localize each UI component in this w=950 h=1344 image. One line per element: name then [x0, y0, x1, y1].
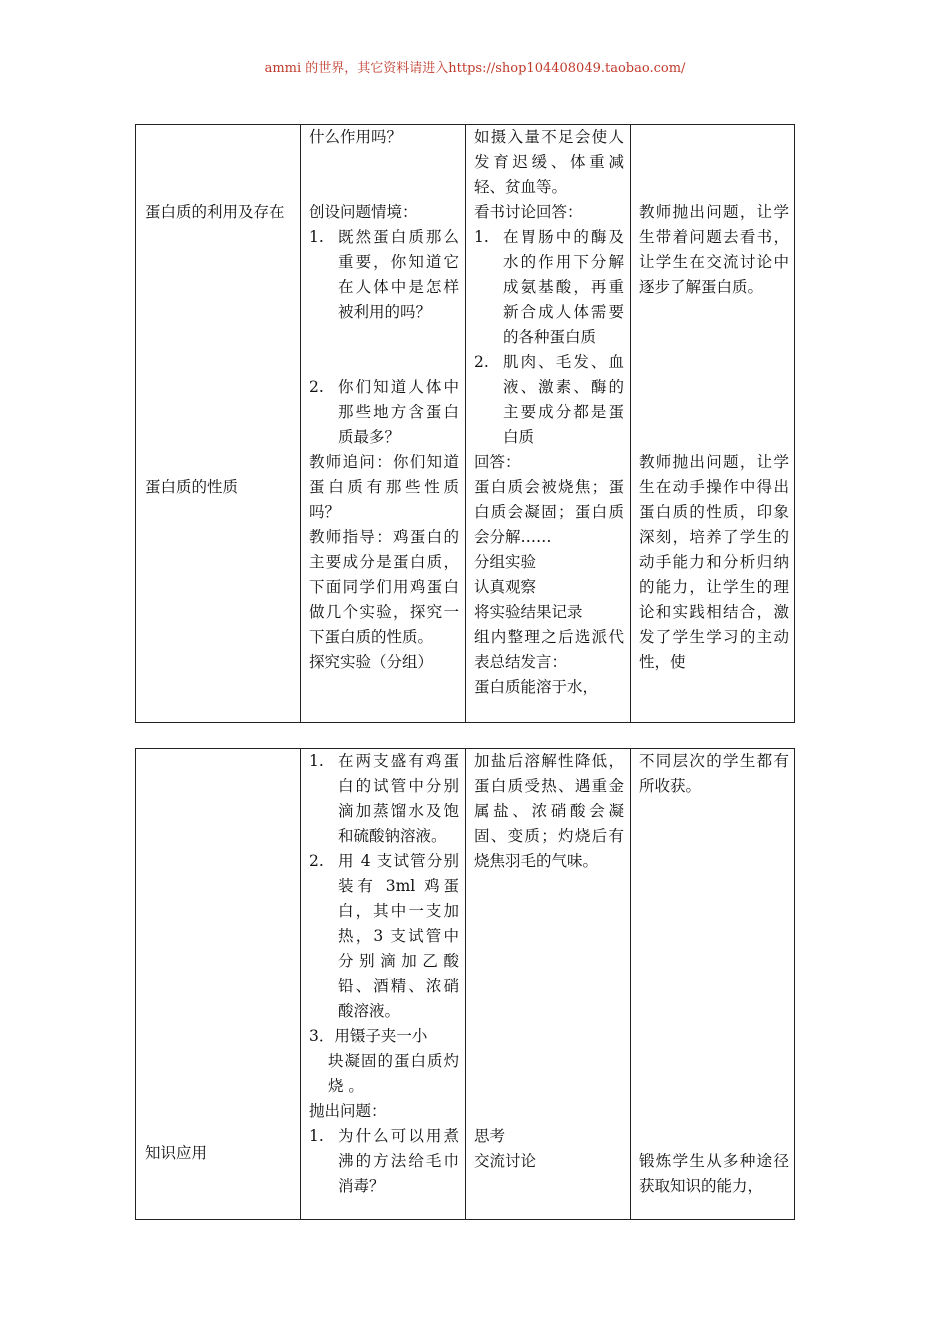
page-header — [0, 57, 950, 76]
item-number: 2. — [474, 353, 489, 371]
record-text: 将实验结果记录 — [474, 603, 583, 621]
list-item — [309, 849, 459, 1024]
column-divider — [300, 749, 301, 1219]
item-text: 肌肉、毛发、血液、激素、酶的主要成分都是蛋白质 — [503, 353, 624, 446]
item-number: 2. — [309, 378, 324, 396]
shop-link[interactable]: https://shop104408049.taobao.com/ — [448, 61, 686, 76]
column-divider — [630, 749, 631, 1219]
design-note: 不同层次的学生都有所收获。 — [639, 752, 789, 795]
design-note: 锻炼学生从多种途径获取知识的能力， — [639, 1152, 789, 1195]
design-intent-cell — [639, 200, 789, 300]
teacher-followup: 教师追问：你们知道蛋白质有那些性质吗？ — [309, 453, 459, 521]
teacher-activity-cell — [309, 125, 459, 675]
ask-label: 抛出问题： — [309, 1102, 387, 1120]
item-number: 1. — [309, 752, 324, 770]
think-text: 思考 — [474, 1127, 506, 1145]
topic-apply: 知识应用 — [145, 1144, 208, 1162]
list-item — [309, 375, 459, 450]
column-divider — [300, 125, 301, 722]
design-intent-cell — [639, 1149, 789, 1199]
group-experiment: 分组实验 — [474, 553, 537, 571]
answer-text: 蛋白质会被烧焦；蛋白质会凝固；蛋白质会分解…… — [474, 478, 624, 546]
student-activity-cell — [474, 1124, 624, 1174]
scenario-label: 创设问题情境： — [309, 203, 418, 221]
summary-text: 组内整理之后选派代表总结发言： — [474, 628, 624, 671]
list-item-continued — [309, 1049, 459, 1099]
text-line: 如摄入量不足会使人发育迟缓、体重减轻、贫血等。 — [474, 128, 624, 196]
item-text: 块凝固的蛋白质灼烧 。 — [328, 1052, 459, 1095]
item-number: 3． — [309, 1027, 335, 1045]
item-text: 在两支盛有鸡蛋白的试管中分别滴加蒸馏水及饱和硫酸钠溶液。 — [338, 752, 459, 845]
answer-label: 回答： — [474, 453, 521, 471]
item-text: 既然蛋白质那么重要，你知道它在人体中是怎样被利用的吗？ — [338, 228, 459, 321]
item-number: 1. — [309, 228, 324, 246]
topic-property-cell — [145, 475, 295, 500]
lesson-table-2 — [135, 748, 795, 1220]
teacher-activity-cell — [309, 749, 459, 1199]
topic-use: 蛋白质的利用及存在 — [145, 203, 285, 221]
discuss-text: 交流讨论 — [474, 1152, 537, 1170]
list-item — [474, 225, 624, 350]
design-note: 教师抛出问题，让学生带着问题去看书，让学生在交流讨论中逐步了解蛋白质。 — [639, 203, 789, 296]
design-intent-cell — [639, 749, 789, 799]
item-number: 1. — [309, 1127, 324, 1145]
discuss-label: 看书讨论回答： — [474, 203, 583, 221]
item-text: 你们知道人体中那些地方含蛋白质最多？ — [338, 378, 459, 446]
design-note: 教师抛出问题，让学生在动手操作中得出蛋白质的性质，印象深刻，培养了学生的动手能力和分析归纳的能力，让学生的理论和实践相结合，激发了学生学习的主动性，使 — [639, 453, 789, 671]
topic-apply-cell — [145, 1141, 295, 1166]
experiment-label: 探究实验（分组） — [309, 653, 434, 671]
header-prefix: ammi 的世界，其它资料请进入 — [264, 61, 449, 76]
observe-text: 认真观察 — [474, 578, 537, 596]
column-divider — [465, 125, 466, 722]
list-item — [309, 749, 459, 849]
student-activity-cell — [474, 125, 624, 700]
list-item — [474, 350, 624, 450]
teacher-guidance: 教师指导：鸡蛋白的主要成分是蛋白质，下面同学们用鸡蛋白做几个实验，探究一下蛋白质的性质。 — [309, 528, 459, 646]
item-text: 用镊子夹一小 — [334, 1027, 428, 1045]
result-text: 加盐后溶解性降低，蛋白质受热、遇重金属盐、浓硝酸会凝固、变质；灼烧后有烧焦羽毛的气味。 — [474, 752, 624, 870]
item-number: 1. — [474, 228, 489, 246]
design-intent-cell — [639, 450, 789, 675]
item-text: 用 4 支试管分别装有 3ml 鸡蛋白，其中一支加热，3 支试管中分别滴加乙酸铅、酒精、浓硝酸溶液。 — [338, 852, 459, 1020]
item-text: 在胃肠中的酶及水的作用下分解成氨基酸，再重新合成人体需要的各种蛋白质 — [503, 228, 624, 346]
item-number: 2. — [309, 852, 324, 870]
list-item — [309, 1024, 459, 1049]
lesson-table-1 — [135, 124, 795, 723]
list-item — [309, 1124, 459, 1199]
topic-use-cell — [145, 200, 295, 225]
topic-property: 蛋白质的性质 — [145, 478, 239, 496]
student-activity-cell — [474, 749, 624, 874]
text-line: 什么作用吗？ — [309, 128, 403, 146]
conclusion-text: 蛋白质能溶于水， — [474, 678, 599, 696]
list-item — [309, 225, 459, 325]
item-text: 为什么可以用煮沸的方法给毛巾消毒？ — [338, 1127, 459, 1195]
column-divider — [630, 125, 631, 722]
column-divider — [465, 749, 466, 1219]
